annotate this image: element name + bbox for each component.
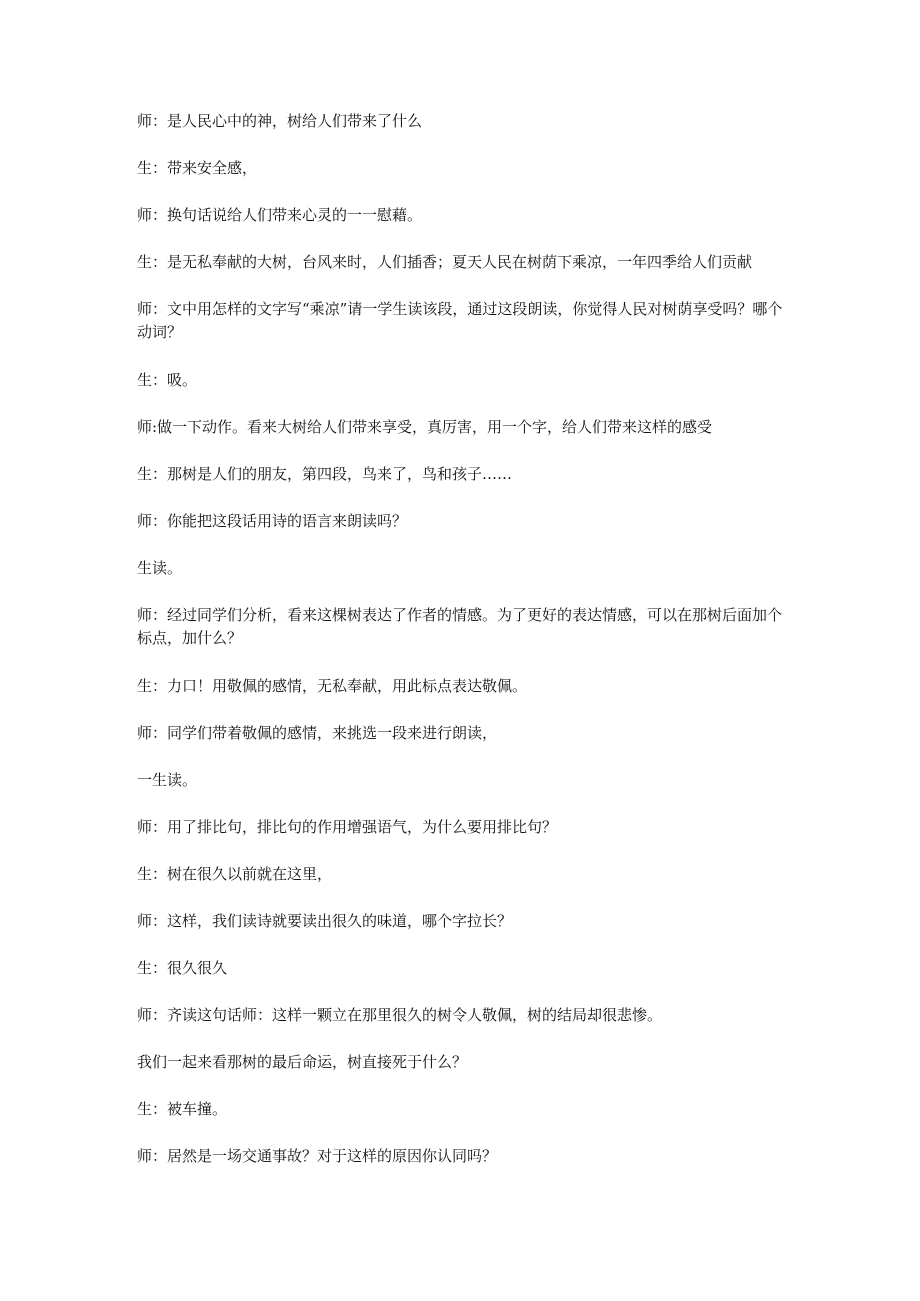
paragraph-21: 生：被车撞。 — [137, 1100, 228, 1118]
paragraph-13: 师：同学们带着敬佩的感情，来挑选一段来进行朗读， — [137, 724, 498, 742]
paragraph-17: 师：这样，我们读诗就要读出很久的味道，哪个字拉长？ — [137, 912, 513, 930]
paragraph-14: 一生读。 — [137, 771, 198, 789]
paragraph-8: 生：那树是人们的朋友，第四段，鸟来了，鸟和孩子…… — [137, 465, 513, 483]
paragraph-18: 生：很久很久 — [137, 959, 228, 977]
paragraph-11: 师：经过同学们分析，看来这棵树表达了作者的情感。为了更好的表达情感，可以在那树后面加个标点，加什么？ — [137, 606, 783, 647]
paragraph-19: 师：齐读这句话师：这样一颗立在那里很久的树令人敬佩，树的结局却很悲惨。 — [137, 1006, 663, 1024]
paragraph-1: 师：是人民心中的神，树给人们带来了什么 — [137, 112, 423, 130]
paragraph-2: 生：带来安全感， — [137, 159, 258, 177]
paragraph-20: 我们一起来看那树的最后命运，树直接死于什么？ — [137, 1053, 468, 1071]
paragraph-3: 师：换句话说给人们带来心灵的一一慰藉。 — [137, 206, 423, 224]
paragraph-4: 生：是无私奉献的大树，台风来时，人们插香；夏天人民在树荫下乘凉，一年四季给人们贡献 — [137, 253, 753, 271]
paragraph-7: 师:做一下动作。看来大树给人们带来享受，真厉害，用一个字，给人们带来这样的感受 — [137, 418, 713, 436]
paragraph-16: 生：树在很久以前就在这里， — [137, 865, 333, 883]
paragraph-5: 师：文中用怎样的文字写“乘凉”请一学生读该段，通过这段朗读，你觉得人民对树荫享受吗？哪个动词？ — [137, 300, 783, 341]
paragraph-10: 生读。 — [137, 559, 183, 577]
paragraph-22: 师：居然是一场交通事故？对于这样的原因你认同吗？ — [137, 1147, 498, 1165]
paragraph-6: 生：吸。 — [137, 371, 198, 389]
paragraph-12: 生：力口！用敬佩的感情，无私奉献，用此标点表达敬佩。 — [137, 677, 528, 695]
paragraph-15: 师：用了排比句，排比句的作用增强语气，为什么要用排比句？ — [137, 818, 558, 836]
paragraph-9: 师：你能把这段话用诗的语言来朗读吗？ — [137, 512, 408, 530]
